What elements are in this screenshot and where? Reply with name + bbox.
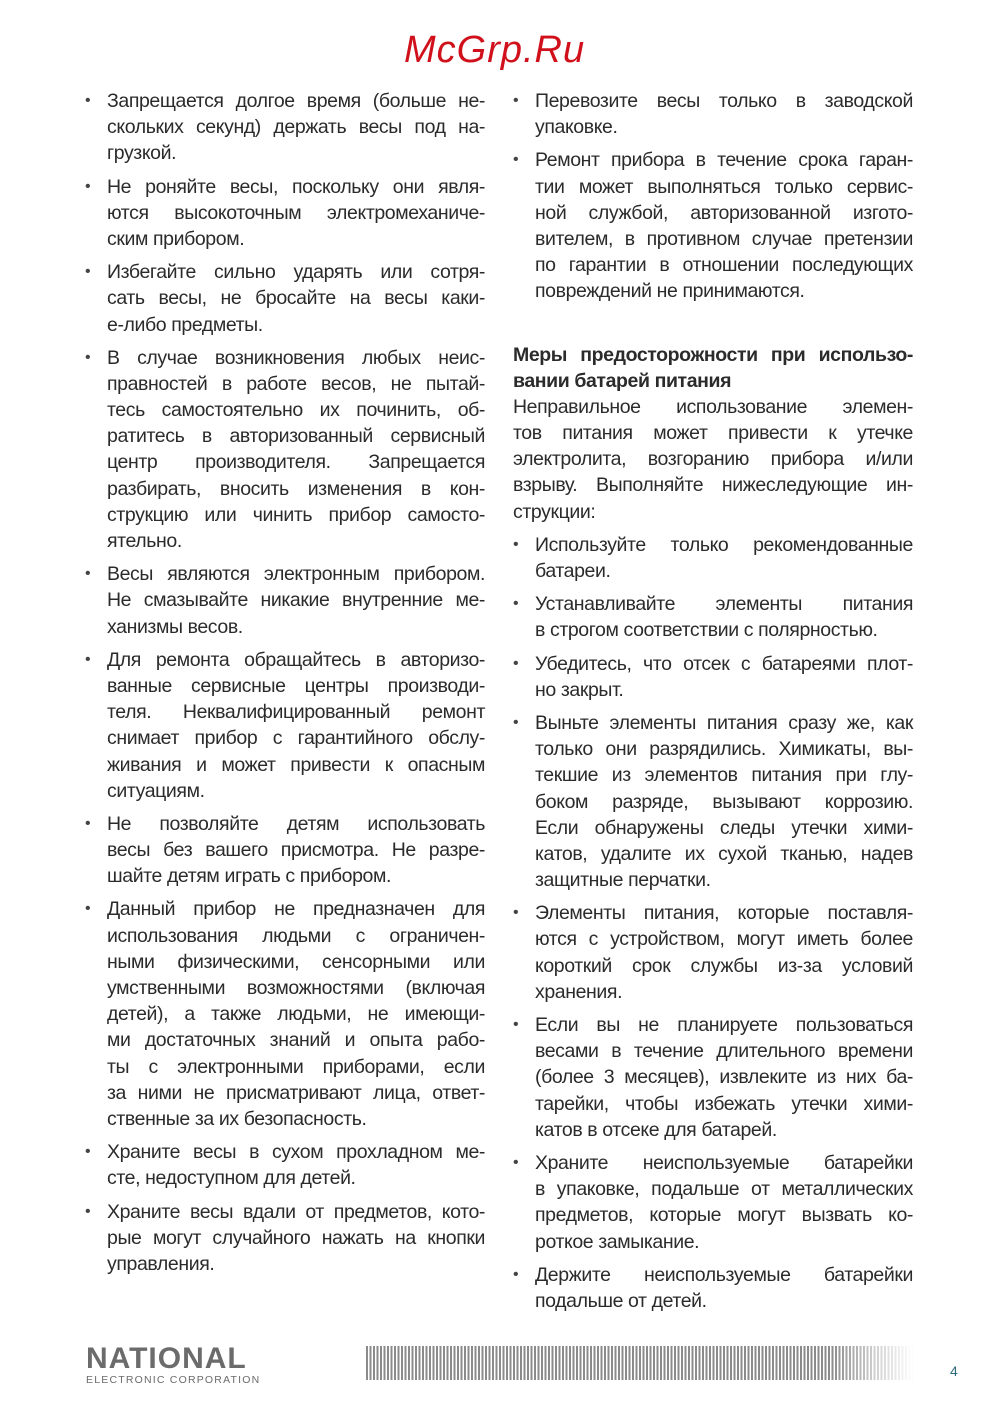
text-line: ты с электронными приборами, если	[107, 1055, 485, 1078]
bullet-item	[513, 1262, 913, 1314]
text-line: живания и может привести к опасным	[107, 753, 485, 776]
text-line: • Устанавливайте элементы питания	[535, 593, 913, 616]
text-line: роткое замыкание.	[535, 1230, 700, 1253]
text-line: ной службой, авторизованной изгото-	[535, 201, 913, 224]
text-line: ятельно.	[107, 530, 182, 552]
paragraph	[513, 394, 913, 525]
national-logo	[86, 1344, 260, 1386]
text-line: подальше от детей.	[535, 1289, 707, 1312]
text-line: использования людьми с ограничен-	[107, 924, 485, 947]
text-line: предметов, которые могут вызвать ко-	[535, 1204, 913, 1227]
text-line: ханизмы весов.	[107, 615, 243, 638]
text-line: снимает прибор с гарантийного обслу-	[107, 727, 485, 750]
text-line: рые могут случайного нажать на кнопки	[107, 1226, 485, 1249]
text-line: батареи.	[535, 560, 611, 582]
text-line: по гарантии в отношении последующих	[535, 254, 913, 277]
section-heading	[513, 342, 913, 394]
bullet-item	[85, 88, 485, 167]
text-line: текшие из элементов питания при глу-	[535, 764, 913, 787]
text-line: • Держите неиспользуемые батарейки	[535, 1263, 913, 1286]
text-line: • Выньте элементы питания сразу же, как	[535, 711, 913, 734]
text-line: тов питания может привести к утечке	[513, 422, 913, 445]
text-line: ются с устройством, могут иметь более	[535, 928, 913, 951]
spacer	[513, 312, 913, 342]
text-line: • Весы являются электронным прибором.	[107, 563, 485, 586]
text-line: умственными возможностями (включая	[107, 977, 485, 999]
text-line: ратитесь в авторизованный сервисный	[107, 425, 485, 448]
text-line: Меры предосторожности при использо-	[513, 343, 913, 366]
text-line: струкцию или чинить прибор самосто-	[107, 503, 485, 526]
text-line: весы без вашего присмотра. Не разре-	[107, 839, 485, 862]
bullet-item	[85, 174, 485, 253]
text-line: весами в течение длительного времени	[535, 1040, 913, 1063]
watermark: McGrp.Ru	[404, 29, 586, 71]
text-line: в упаковке, подальше от металлических	[535, 1178, 913, 1201]
text-line: за ними не присматривают лица, ответ-	[107, 1081, 485, 1104]
text-line: • Убедитесь, что отсек с батареями плот-	[535, 652, 913, 675]
text-line: вителем, в противном случае претензии	[535, 227, 913, 250]
text-line: ственные за их безопасность.	[107, 1107, 367, 1130]
text-line: но закрыт.	[535, 678, 624, 701]
text-line: • Запрещается долгое время (больше не-	[107, 90, 485, 112]
logo-main-text: NATIONAL	[86, 1342, 247, 1375]
text-line: упаковке.	[535, 116, 618, 139]
text-line: • Для ремонта обращайтесь в авторизо-	[107, 648, 485, 671]
text-line: • Избегайте сильно ударять или сотря-	[107, 261, 485, 284]
text-line: грузкой.	[107, 142, 177, 165]
text-line: ванные сервисные центры производи-	[107, 674, 485, 697]
left-column	[85, 88, 485, 1284]
bullet-item	[85, 259, 485, 338]
text-line: тии может выполняться только сервис-	[535, 175, 913, 198]
text-line: е-либо предметы.	[107, 313, 263, 336]
bullet-item	[513, 1012, 913, 1143]
bullet-item	[513, 147, 913, 304]
text-line: • Элементы питания, которые поставля-	[535, 902, 913, 925]
text-line: повреждений не принимаются.	[535, 280, 805, 303]
text-line: струкции:	[513, 500, 596, 523]
bullet-item	[513, 532, 913, 584]
text-line: разбирать, вносить изменения в кон-	[107, 477, 485, 500]
text-line: сать весы, не бросайте на весы каки-	[107, 287, 485, 310]
text-line: сте, недоступном для детей.	[107, 1167, 356, 1190]
text-line: управления.	[107, 1252, 215, 1275]
text-line: только они разрядились. Химикаты, вы-	[535, 738, 913, 761]
text-line: • Храните весы вдали от предметов, кото-	[107, 1200, 485, 1223]
bullet-item	[85, 345, 485, 555]
text-line: тесь самостоятельно их починить, об-	[107, 399, 485, 422]
text-line: взрыву. Выполняйте нижеследующие ин-	[513, 474, 913, 497]
text-line: теля. Неквалифицированный ремонт	[107, 701, 485, 724]
bullet-item	[513, 651, 913, 703]
text-line: электролита, возгоранию прибора и/или	[513, 448, 913, 471]
text-line: Не смазывайте никакие внутренние ме-	[107, 589, 485, 612]
text-line: центр производителя. Запрещается	[107, 451, 485, 474]
text-line: ми достаточных знаний и опыта рабо-	[107, 1029, 485, 1052]
text-line: правностей в работе весов, не пытай-	[107, 372, 485, 395]
bullet-item	[85, 811, 485, 890]
text-line: защитные перчатки.	[535, 869, 711, 892]
text-line: детей), а также людьми, не имеющи-	[107, 1003, 485, 1026]
text-line: • Ремонт прибора в течение срока гаран-	[535, 149, 913, 172]
text-line: хранения.	[535, 980, 623, 1003]
text-line: ются высокоточным электромеханиче-	[107, 201, 485, 224]
text-line: • Используйте только рекомендованные	[535, 533, 913, 556]
text-line: ским прибором.	[107, 227, 245, 250]
text-line: катов, удалите их сухой тканью, надев	[535, 842, 913, 865]
text-line: • В случае возникновения любых неис-	[107, 346, 485, 369]
page-number: 4	[950, 1363, 958, 1379]
text-line: • Не роняйте весы, поскольку они явля-	[107, 175, 485, 198]
text-line: шайте детям играть с прибором.	[107, 865, 392, 888]
text-line: в строгом соответствии с полярностью.	[535, 619, 878, 642]
logo-sub-text: ELECTRONIC CORPORATION	[86, 1374, 261, 1386]
text-line: ситуациям.	[107, 779, 205, 802]
bullet-item	[513, 88, 913, 140]
text-line: (более 3 месяцев), извлеките из них ба-	[535, 1066, 913, 1089]
bullet-item	[85, 896, 485, 1132]
right-column	[513, 88, 913, 1321]
bullet-item	[85, 1199, 485, 1278]
text-line: ными физическими, сенсорными или	[107, 950, 485, 973]
bullet-item	[513, 1150, 913, 1255]
bullet-item	[85, 647, 485, 804]
text-line: боком разряде, вызывают коррозию.	[535, 790, 913, 813]
bullet-item	[85, 1139, 485, 1191]
bullet-item	[513, 591, 913, 643]
text-line: • Храните неиспользуемые батарейки	[535, 1151, 913, 1174]
text-line: Если обнаружены следы утечки хими-	[535, 816, 913, 839]
text-line: короткий срок службы из-за условий	[535, 954, 913, 977]
bullet-item	[513, 710, 913, 893]
text-line: • Данный прибор не предназначен для	[107, 898, 485, 921]
text-line: • Перевозите весы только в заводской	[535, 90, 913, 112]
text-line: • Не позволяйте детям использовать	[107, 812, 485, 835]
text-line: Неправильное использование элемен-	[513, 395, 913, 418]
text-line: скольких секунд) держать весы под на-	[107, 116, 485, 139]
text-line: • Если вы не планируете пользоваться	[535, 1014, 913, 1036]
decorative-dot-bar	[366, 1346, 914, 1380]
bullet-item	[85, 561, 485, 640]
text-line: катов в отсеке для батарей.	[535, 1118, 777, 1141]
bullet-item	[513, 900, 913, 1005]
text-line: тарейки, чтобы избежать утечки хими-	[535, 1092, 913, 1115]
text-line: вании батарей питания	[513, 369, 732, 392]
text-line: • Храните весы в сухом прохладном ме-	[107, 1141, 485, 1164]
